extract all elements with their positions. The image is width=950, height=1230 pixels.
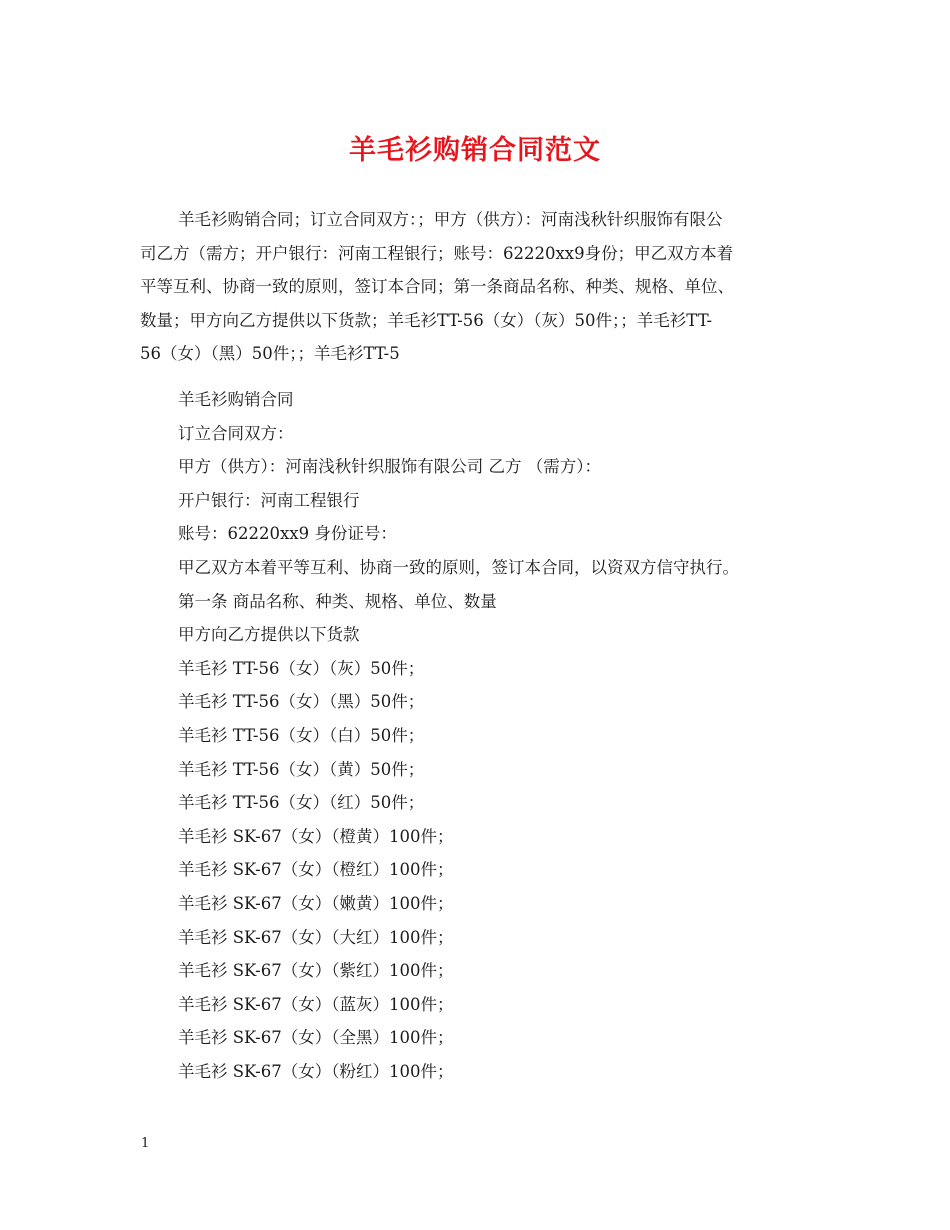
page-number: 1 — [141, 1136, 150, 1151]
goods-item: 羊毛衫 SK-67（女）（粉红）100件； — [178, 1061, 454, 1081]
goods-item: 羊毛衫 SK-67（女）（大红）100件； — [178, 927, 454, 947]
party-line: 甲方（供方）：河南浅秋针织服饰有限公司 乙方 （需方）： — [178, 457, 601, 477]
principle-line: 甲乙双方本着平等互利、协商一致的原则，签订本合同，以资双方信守执行。 — [178, 557, 739, 577]
goods-item: 羊毛衫 SK-67（女）（嫩黄）100件； — [178, 893, 454, 913]
goods-item: 羊毛衫 SK-67（女）（紫红）100件； — [178, 961, 454, 981]
summary-line: 平等互利、协商一致的原则，签订本合同；第一条商品名称、种类、规格、单位、 — [140, 277, 734, 296]
goods-item: 羊毛衫 TT-56（女）（白）50件； — [178, 725, 425, 745]
summary-line: 56（女）（黑）50件；；羊毛衫TT-5 — [140, 344, 400, 363]
summary-paragraph — [140, 203, 812, 371]
goods-item: 羊毛衫 SK-67（女）（蓝灰）100件； — [178, 994, 454, 1014]
contract-heading: 羊毛衫购销合同 — [178, 390, 294, 409]
goods-item: 羊毛衫 SK-67（女）（全黑）100件； — [178, 1028, 454, 1048]
goods-item: 羊毛衫 TT-56（女）（红）50件； — [178, 793, 425, 813]
bank-line: 开户银行：河南工程银行 — [178, 490, 360, 510]
account-line: 账号：62220xx9 身份证号： — [178, 524, 397, 544]
goods-item: 羊毛衫 TT-56（女）（灰）50件； — [178, 658, 425, 678]
article-heading: 第一条 商品名称、种类、规格、单位、数量 — [178, 591, 497, 611]
document-title: 羊毛衫购销合同范文 — [349, 135, 601, 166]
goods-item: 羊毛衫 TT-56（女）（黄）50件； — [178, 759, 425, 779]
goods-item: 羊毛衫 SK-67（女）（橙红）100件； — [178, 860, 454, 880]
goods-intro: 甲方向乙方提供以下货款 — [178, 625, 360, 645]
contract-body — [178, 383, 818, 1088]
summary-line: 数量；甲方向乙方提供以下货款；羊毛衫TT-56（女）（灰）50件；；羊毛衫TT- — [140, 310, 713, 330]
goods-item: 羊毛衫 TT-56（女）（黑）50件； — [178, 692, 425, 712]
summary-line: 羊毛衫购销合同；订立合同双方：；甲方（供方）：河南浅秋针织服饰有限公 — [178, 210, 723, 229]
parties-label: 订立合同双方： — [178, 423, 294, 443]
summary-line: 司乙方（需方；开户银行：河南工程银行；账号：62220xx9身份；甲乙双方本着 — [140, 243, 734, 263]
goods-item: 羊毛衫 SK-67（女）（橙黄）100件； — [178, 826, 454, 846]
